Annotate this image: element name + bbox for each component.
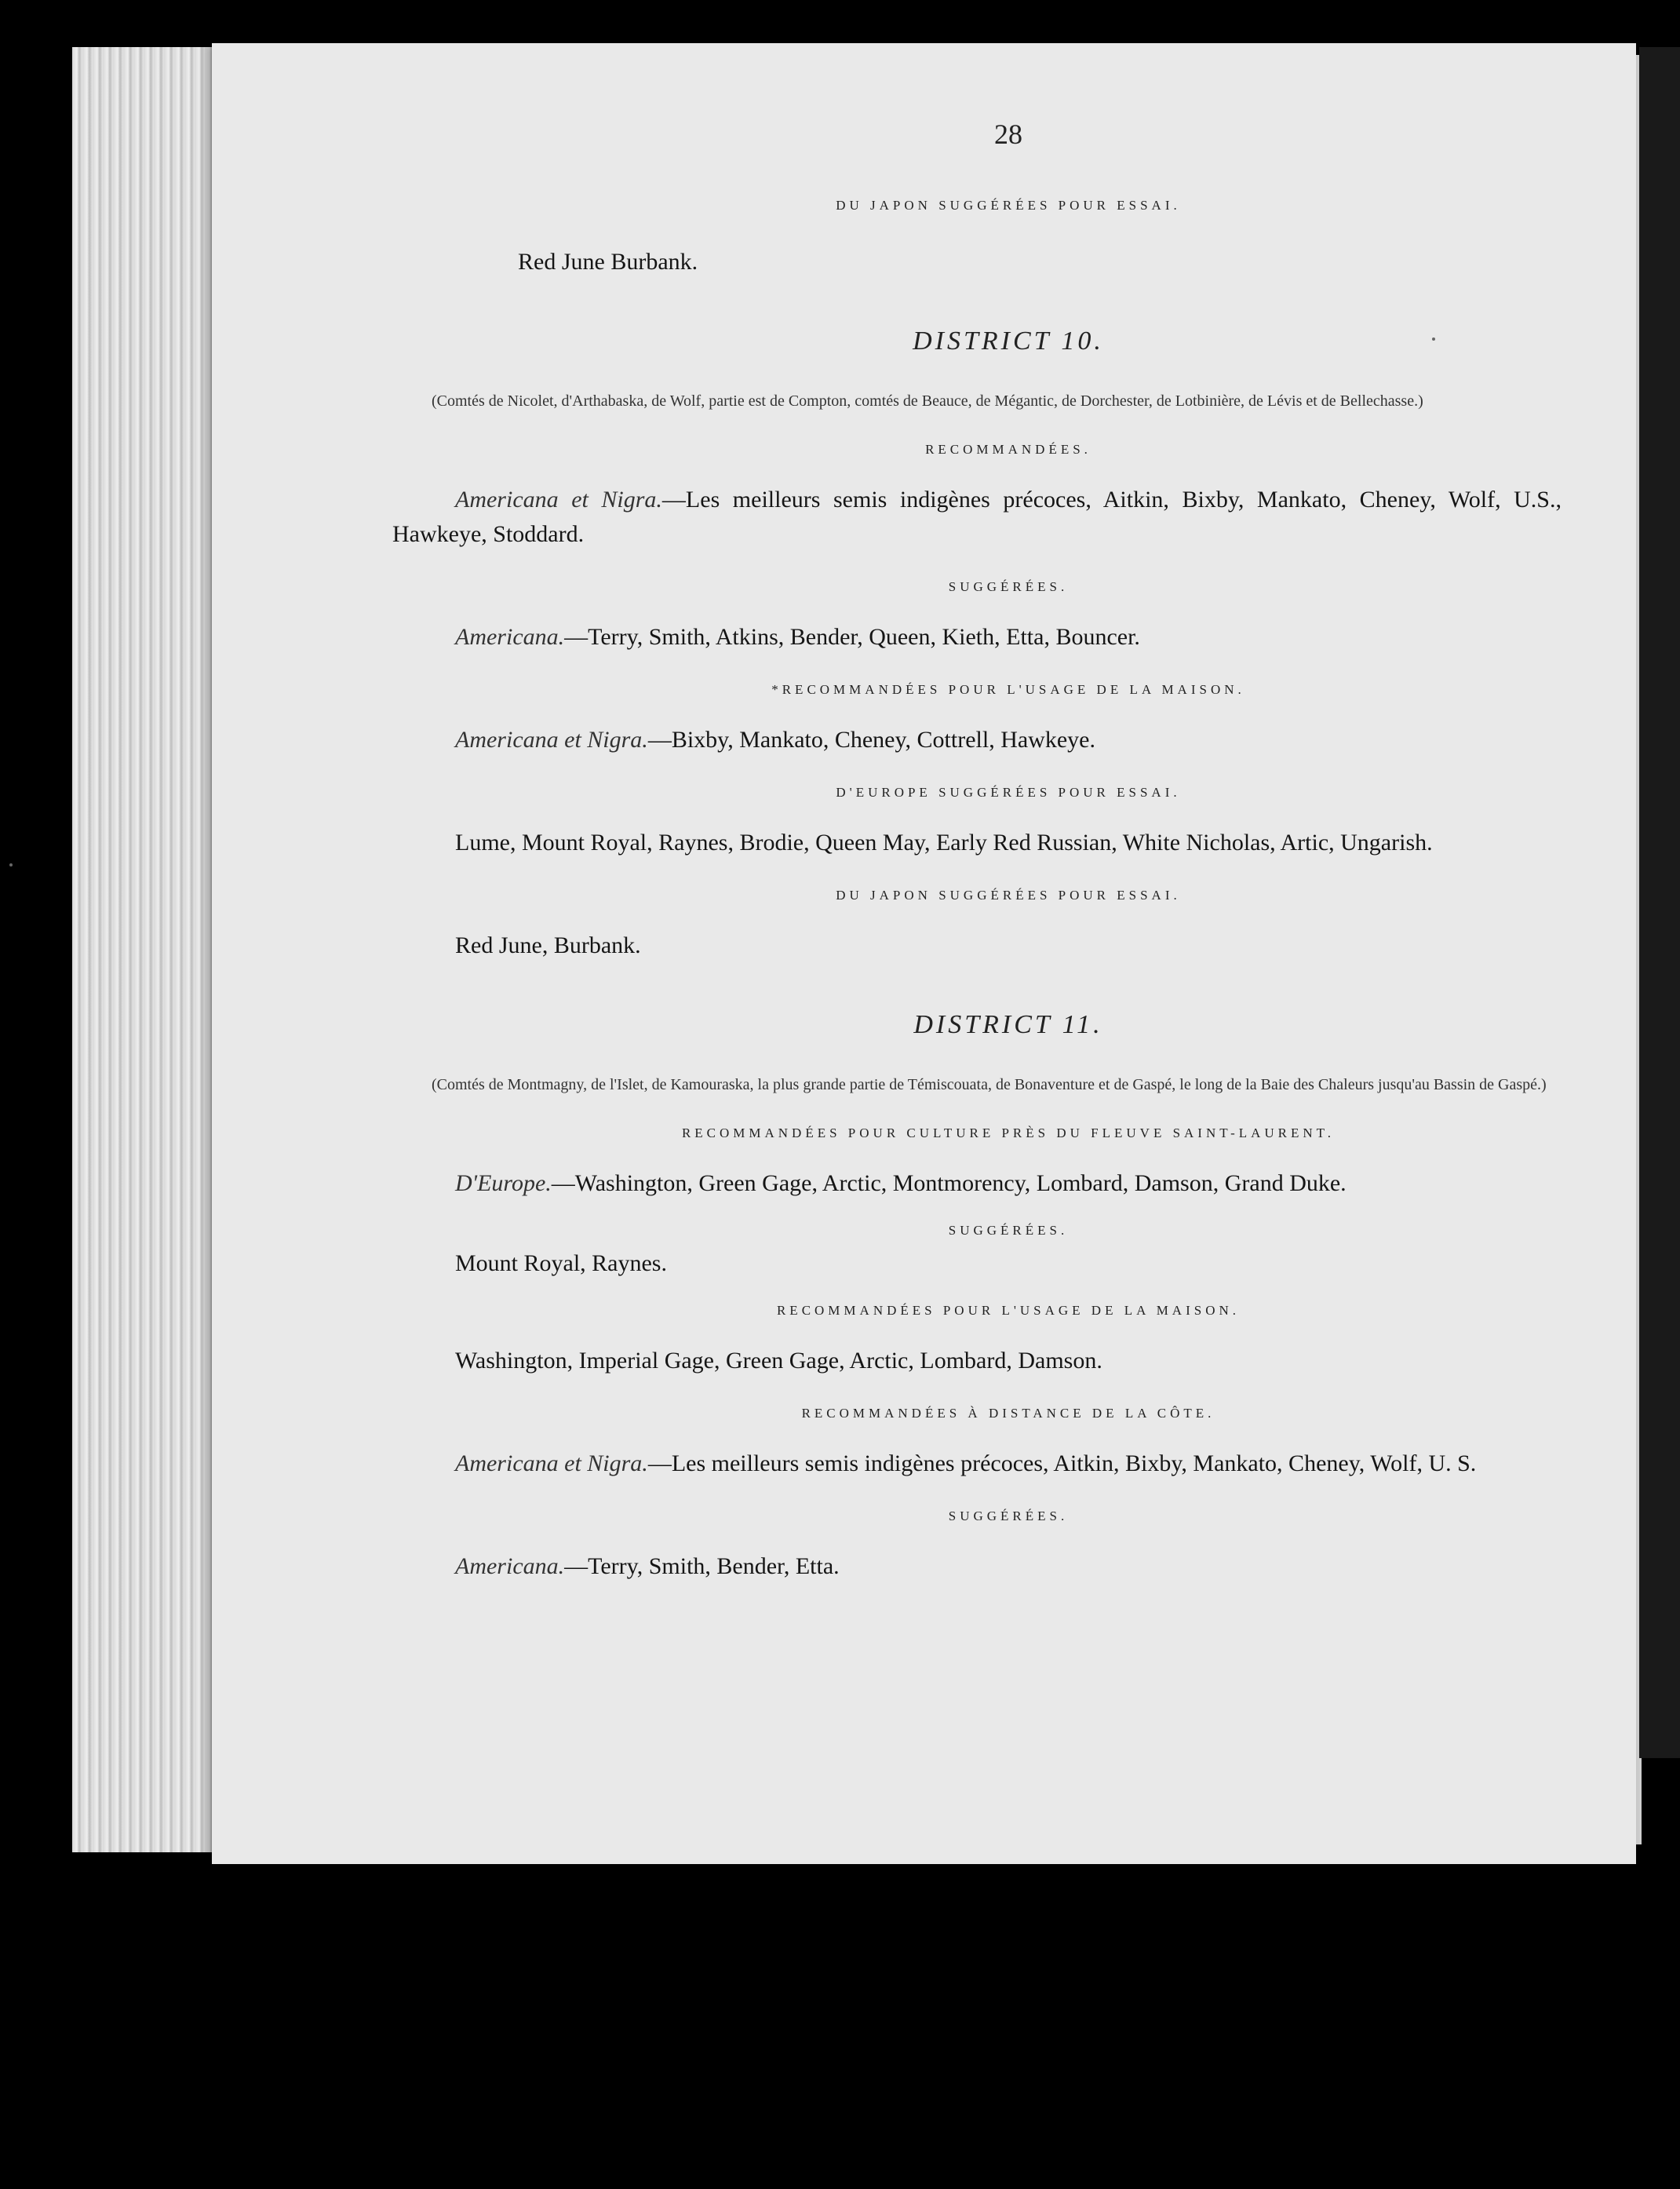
district-counties: (Comtés de Nicolet, d'Arthabaska, de Wolf, partie est de Compton, comtés de Beauce, de Mégantic, de Dorchester, de Lotbinière, de Lévis et de Bellechasse.): [432, 392, 1423, 410]
district-counties: (Comtés de Montmagny, de l'Islet, de Kamouraska, la plus grande partie de Témiscouata, de Bonaventure et de Gaspé, le long de la Baie des Chaleurs jusqu'au Bassin de Gaspé.): [432, 1076, 1547, 1093]
section-heading: DU JAPON SUGGÉRÉES POUR ESSAI.: [836, 198, 1181, 213]
paragraph: Mount Royal, Raynes.: [455, 1250, 667, 1276]
paragraph: Red June, Burbank.: [455, 932, 641, 958]
page-number: 28: [994, 119, 1022, 150]
page-stack-edges: [72, 47, 229, 1852]
district-heading: DISTRICT 10.: [913, 327, 1104, 356]
section-heading: RECOMMANDÉES POUR L'USAGE DE LA MAISON.: [776, 1303, 1241, 1318]
section-heading: RECOMMANDÉES.: [925, 442, 1091, 457]
scan-border-right: [1639, 47, 1680, 1758]
paragraph: Americana et Nigra.—Bixby, Mankato, Cheney, Cottrell, Hawkeye.: [455, 727, 1095, 753]
paragraph: D'Europe.—Washington, Green Gage, Arctic, Montmorency, Lombard, Damson, Grand Duke.: [455, 1170, 1347, 1196]
paragraph: Washington, Imperial Gage, Green Gage, Arctic, Lombard, Damson.: [455, 1348, 1102, 1374]
paragraph: Red June Burbank.: [518, 249, 698, 275]
paragraph: Americana et Nigra.—Les meilleurs semis indigènes précoces, Aitkin, Bixby, Mankato, Cheney, Wolf, U.S., Hawkeye, Stoddard.: [392, 487, 1562, 547]
section-heading: RECOMMANDÉES POUR CULTURE PRÈS DU FLEUVE SAINT-LAURENT.: [681, 1126, 1336, 1140]
section-heading: SUGGÉRÉES.: [948, 579, 1069, 594]
section-heading: SUGGÉRÉES.: [948, 1509, 1069, 1523]
speck: [9, 863, 13, 866]
paragraph: Lume, Mount Royal, Raynes, Brodie, Queen May, Early Red Russian, White Nicholas, Artic, Ungarish.: [455, 830, 1433, 856]
section-heading: D'EUROPE SUGGÉRÉES POUR ESSAI.: [836, 785, 1181, 800]
paragraph: Americana.—Terry, Smith, Atkins, Bender, Queen, Kieth, Etta, Bouncer.: [455, 624, 1140, 650]
section-heading: RECOMMANDÉES À DISTANCE DE LA CÔTE.: [801, 1406, 1215, 1421]
page-content: [392, 118, 1562, 1584]
district-heading: DISTRICT 11.: [913, 1010, 1103, 1039]
section-heading: *RECOMMANDÉES POUR L'USAGE DE LA MAISON.: [771, 682, 1245, 697]
section-heading: SUGGÉRÉES.: [948, 1223, 1069, 1238]
paragraph: Americana.—Terry, Smith, Bender, Etta.: [455, 1553, 840, 1579]
speck: [1432, 337, 1435, 341]
section-heading: DU JAPON SUGGÉRÉES POUR ESSAI.: [836, 888, 1181, 903]
paragraph: Americana et Nigra.—Les meilleurs semis indigènes précoces, Aitkin, Bixby, Mankato, Cheney, Wolf, U. S.: [455, 1450, 1477, 1476]
